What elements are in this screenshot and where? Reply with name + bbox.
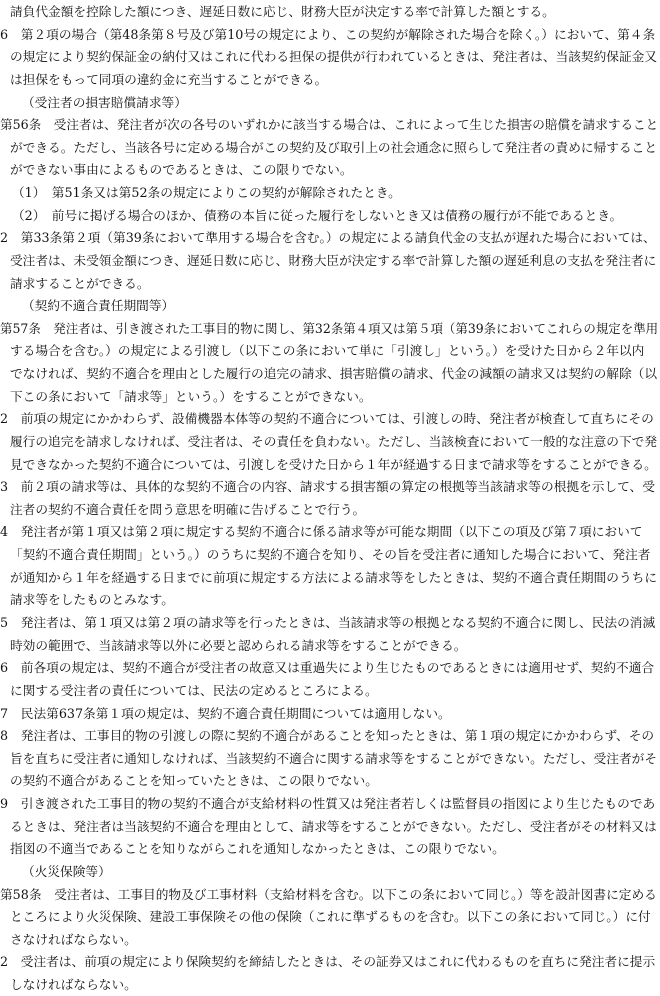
paragraph-item-9: 9 引き渡された工事目的物の契約不適合が支給材料の性質又は発注者若しくは監督員の指図により生じたものであ	[0, 796, 656, 811]
paragraph-item-5: 5 発注者は、第１項又は第２項の請求等を行ったときは、当該請求等の根拠となる契約不適合に関し、民法の消滅	[0, 615, 656, 630]
text-line: 受注者は、未受領金額につき、遅延日数に応じ、財務大臣が決定する率で計算した額の遅延利息の支払を発注者に	[10, 252, 657, 268]
text-line: の規定により契約保証金の納付又はこれに代わる担保の提供が行われているときは、発注者は、当該契約保証金又	[10, 49, 658, 65]
text-line: 請求することができる。	[10, 275, 150, 291]
text-line: 旨を直ちに受注者に通知しなければ、当該契約不適合に関する請求等をすることができない。ただし、受注者がそ	[10, 750, 658, 766]
sub-item-2: （2） 前号に掲げる場合のほか、債務の本旨に従った履行をしないとき又は債務の履行が不能であるとき。	[12, 207, 623, 223]
text-line: する場合を含む。）の規定による引渡し（以下この条において単に「引渡し」という。）を受けた日から２年以内	[10, 343, 645, 359]
text-line: ところにより火災保険、建設工事保険その他の保険（これに準ずるものを含む。以下この条において同じ。）に付	[10, 909, 651, 925]
text-line: しなければならない。	[10, 977, 137, 992]
text-line: 時効の範囲で、当該請求等以外に必要と認められる請求等をすることができる。	[10, 637, 467, 653]
text-line: 「契約不適合責任期間」という。）のうちに契約不適合を知り、その旨を受注者に通知した場合において、発注者	[10, 547, 651, 563]
text-line: 請負代金額を控除した額につき、遅延日数に応じ、財務大臣が決定する率で計算した額とする。	[10, 4, 555, 19]
text-line: に関する受注者の責任については、民法の定めるところによる。	[10, 682, 378, 698]
paragraph-item-2: 2 受注者は、前項の規定により保険契約を締結したときは、その証券又はこれに代わるものを直ちに発注者に提示	[0, 954, 656, 970]
text-line: 請求等をしたものとみなす。	[10, 592, 174, 608]
paragraph-item-6: 6 第２項の場合（第48条第８号及び第10号の規定により、この契約が解除された場合を除く。）において、第４条	[0, 26, 656, 42]
text-line: さなければならない。	[10, 931, 137, 947]
text-line: 指図の不適当であることを知りながらこれを通知しなかったときは、この限りでない。	[10, 841, 505, 857]
paragraph-item-2: 2 第33条第２項（第39条において準用する場合を含む。）の規定による請負代金の支払が遅れた場合においては、	[0, 230, 656, 246]
text-line: 下この条において「請求等」という。）をすることができない。	[10, 388, 372, 404]
text-line: ができる。ただし、当該各号に定める場合がこの契約及び取引上の社会通念に照らして発注者の責めに帰すること	[10, 139, 658, 155]
text-line: の契約不適合があることを知っていたときは、この限りでない。	[10, 773, 378, 789]
paragraph-item-8: 8 発注者は、工事目的物の引渡しの際に契約不適合があることを知ったときは、第１項の規定にかかわらず、その	[0, 728, 655, 744]
text-line: でなければ、契約不適合を理由とした履行の追完の請求、損害賠償の請求、代金の減額の請求又は契約の解除（以	[10, 366, 658, 381]
article-56-start: 第56条 受注者は、発注者が次の各号のいずれかに該当する場合は、これによって生じた損害の賠償を請求すること	[0, 117, 659, 133]
section-heading: （受注者の損害賠償請求等）	[22, 94, 187, 110]
paragraph-item-3: 3 前２項の請求等は、具体的な契約不適合の内容、請求する損害額の算定の根拠等当該請求等の根拠を示して、受	[0, 479, 655, 495]
paragraph-item-4: 4 発注者が第１項又は第２項に規定する契約不適合に係る請求等が可能な期間（以下この項及び第７項において	[0, 524, 643, 540]
paragraph-item-6: 6 前各項の規定は、契約不適合が受注者の故意又は重過失により生じたものであるときには適用せず、契約不適合	[0, 660, 655, 676]
text-line: 履行の追完を請求しなければ、受注者は、その責任を負わない。ただし、当該検査において一般的な注意の下で発	[10, 433, 658, 449]
paragraph-item-2: 2 前項の規定にかかわらず、設備機器本体等の契約不適合については、引渡しの時、発注者が検査して直ちにその	[0, 411, 654, 427]
text-line: 見できなかった契約不適合については、引渡しを受けた日から１年が経過する日まで請求等をすることができる。	[10, 456, 657, 472]
article-57-start: 第57条 発注者は、引き渡された工事目的物に関し、第32条第４項又は第５項（第39条においてこれらの規定を準用	[0, 320, 659, 336]
text-line: ができない事由によるものであるときは、この限りでない。	[10, 162, 353, 178]
text-line: が通知から１年を経過する日までに前項に規定する方法による請求等をしたときは、契約不適合責任期間のうちに	[10, 569, 658, 585]
text-line: るときは、発注者は当該契約不適合を理由として、請求等をすることができない。ただし、受注者がその材料又は	[10, 818, 657, 834]
article-58-start: 第58条 受注者は、工事目的物及び工事材料（支給材料を含む。以下この条において同じ。）等を設計図書に定める	[0, 886, 657, 902]
paragraph-item-7: 7 民法第637条第１項の規定は、契約不適合責任期間については適用しない。	[0, 705, 451, 721]
sub-item-1: （1） 第51条又は第52条の規定によりこの契約が解除されたとき。	[12, 185, 401, 200]
section-heading: （火災保険等）	[22, 863, 111, 879]
section-heading: （契約不適合責任期間等）	[22, 298, 175, 314]
text-line: 注者の契約不適合責任を問う意思を明確に告げることで行う。	[10, 501, 366, 517]
text-line: は担保をもって同項の違約金に充当することができる。	[10, 71, 328, 87]
